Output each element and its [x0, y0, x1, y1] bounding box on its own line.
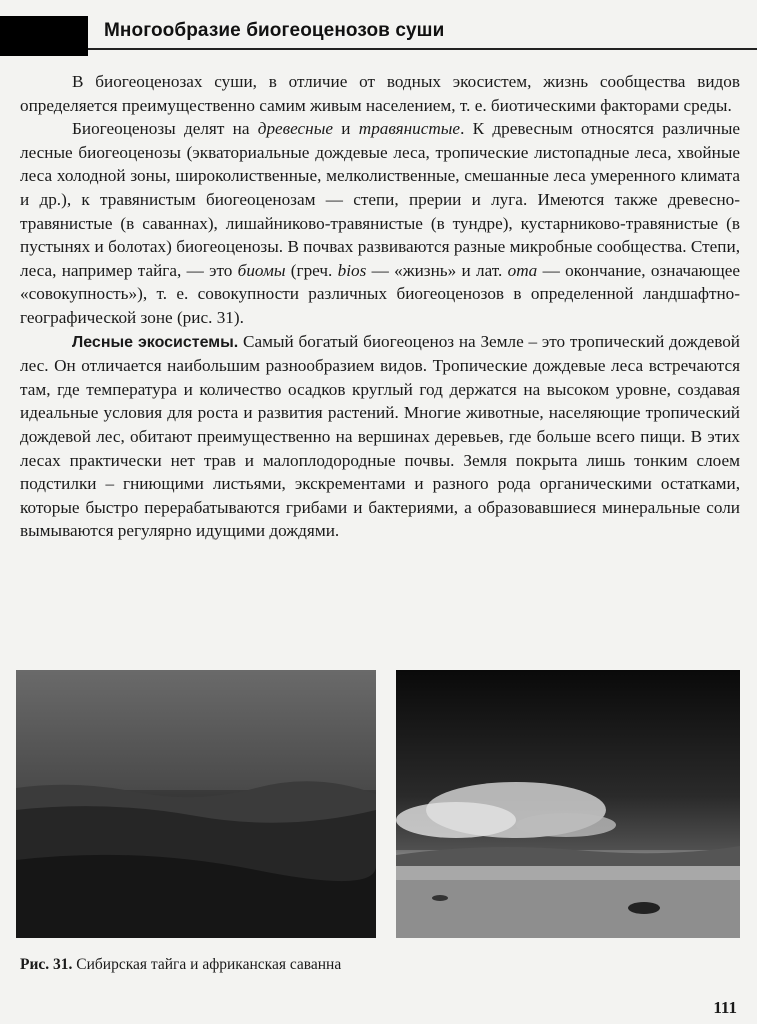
photo-siberian-taiga: [16, 670, 376, 938]
paragraph: [20, 70, 740, 117]
text-segment: Самый богатый биогеоценоз на Земле – это тропический дождевой лес. Он отличается наибольшим разнообразием видов. Тропические дождевые леса встречаются там, где температура и количество осадков круглый год держатся на высоком уровне, создавая идеальные условия для роста и развития растений. Многие животные, населяющие тропический дождевой лес, обитают преимущественно на вершинах деревьев, где больше всего пищи. В этих лесах практически нет трав и малоплодородные почвы. Земля покрыта лишь тонким слоем подстилки – гниющими листьями, экскрементами и разного рода органическими остатками, которые быстро перерабатываются грибами и бактериями, а образовавшиеся минеральные соли вымываются регулярно идущими дождями.: [20, 331, 740, 541]
photo-african-savanna: [396, 670, 740, 938]
figure-caption-text: Сибирская тайга и африканская саванна: [72, 956, 342, 973]
section-header: [0, 16, 757, 56]
text-segment: травянистые: [358, 119, 461, 139]
text-segment: и: [332, 119, 359, 139]
text-segment: (греч.: [285, 260, 338, 280]
figure-caption: [20, 956, 341, 974]
figure-label: Рис. 31.: [20, 956, 73, 973]
text-segment: — «жизнь» и лат.: [366, 260, 508, 280]
body-text: [20, 70, 740, 543]
paragraph: [20, 330, 740, 543]
section-title: Многообразие биогеоценозов суши: [104, 20, 445, 41]
text-segment: . К древесным относятся различные лесные биогеоценозы (экваториальные дождевые леса, тропические листопадные леса, хвойные леса холодной зоны, широколиственные, мелколиственные, смешанные леса умеренного климата и др.), к травянистым биогеоценозам — степи, прерии и луга. Имеются также древесно-травянистые (в саваннах), лишайниково-травянистые (в тундре), кустарниково-травянистые (в пустынях и болотах) биогеоценозы. В почвах развиваются разные микробные сообщества. Степи, леса, например тайга, — это: [20, 119, 741, 280]
text-segment: В биогеоценозах суши, в отличие от водных экосистем, жизнь сообщества видов определяется преимущественно самим живым населением, т. е. биотическими факторами среды.: [20, 72, 740, 115]
paragraph: [20, 117, 740, 329]
text-segment: биомы: [237, 260, 286, 280]
text-segment: — окончание, означающее «совокупность»), т. е. совокупности различных биогеоценозов в определенной ландшафтно-географической зоне (рис. 31).: [20, 260, 740, 327]
header-rule: [88, 48, 757, 50]
text-segment: bios: [337, 260, 367, 280]
taiga-image: [16, 670, 376, 938]
page-number: 111: [713, 998, 737, 1017]
text-segment: Лесные экосистемы.: [72, 333, 239, 351]
text-segment: древесные: [257, 119, 333, 139]
savanna-image: [396, 670, 740, 938]
header-black-block: [0, 16, 88, 56]
text-segment: Биогеоценозы делят на: [72, 119, 258, 139]
text-segment: oma: [507, 260, 538, 280]
